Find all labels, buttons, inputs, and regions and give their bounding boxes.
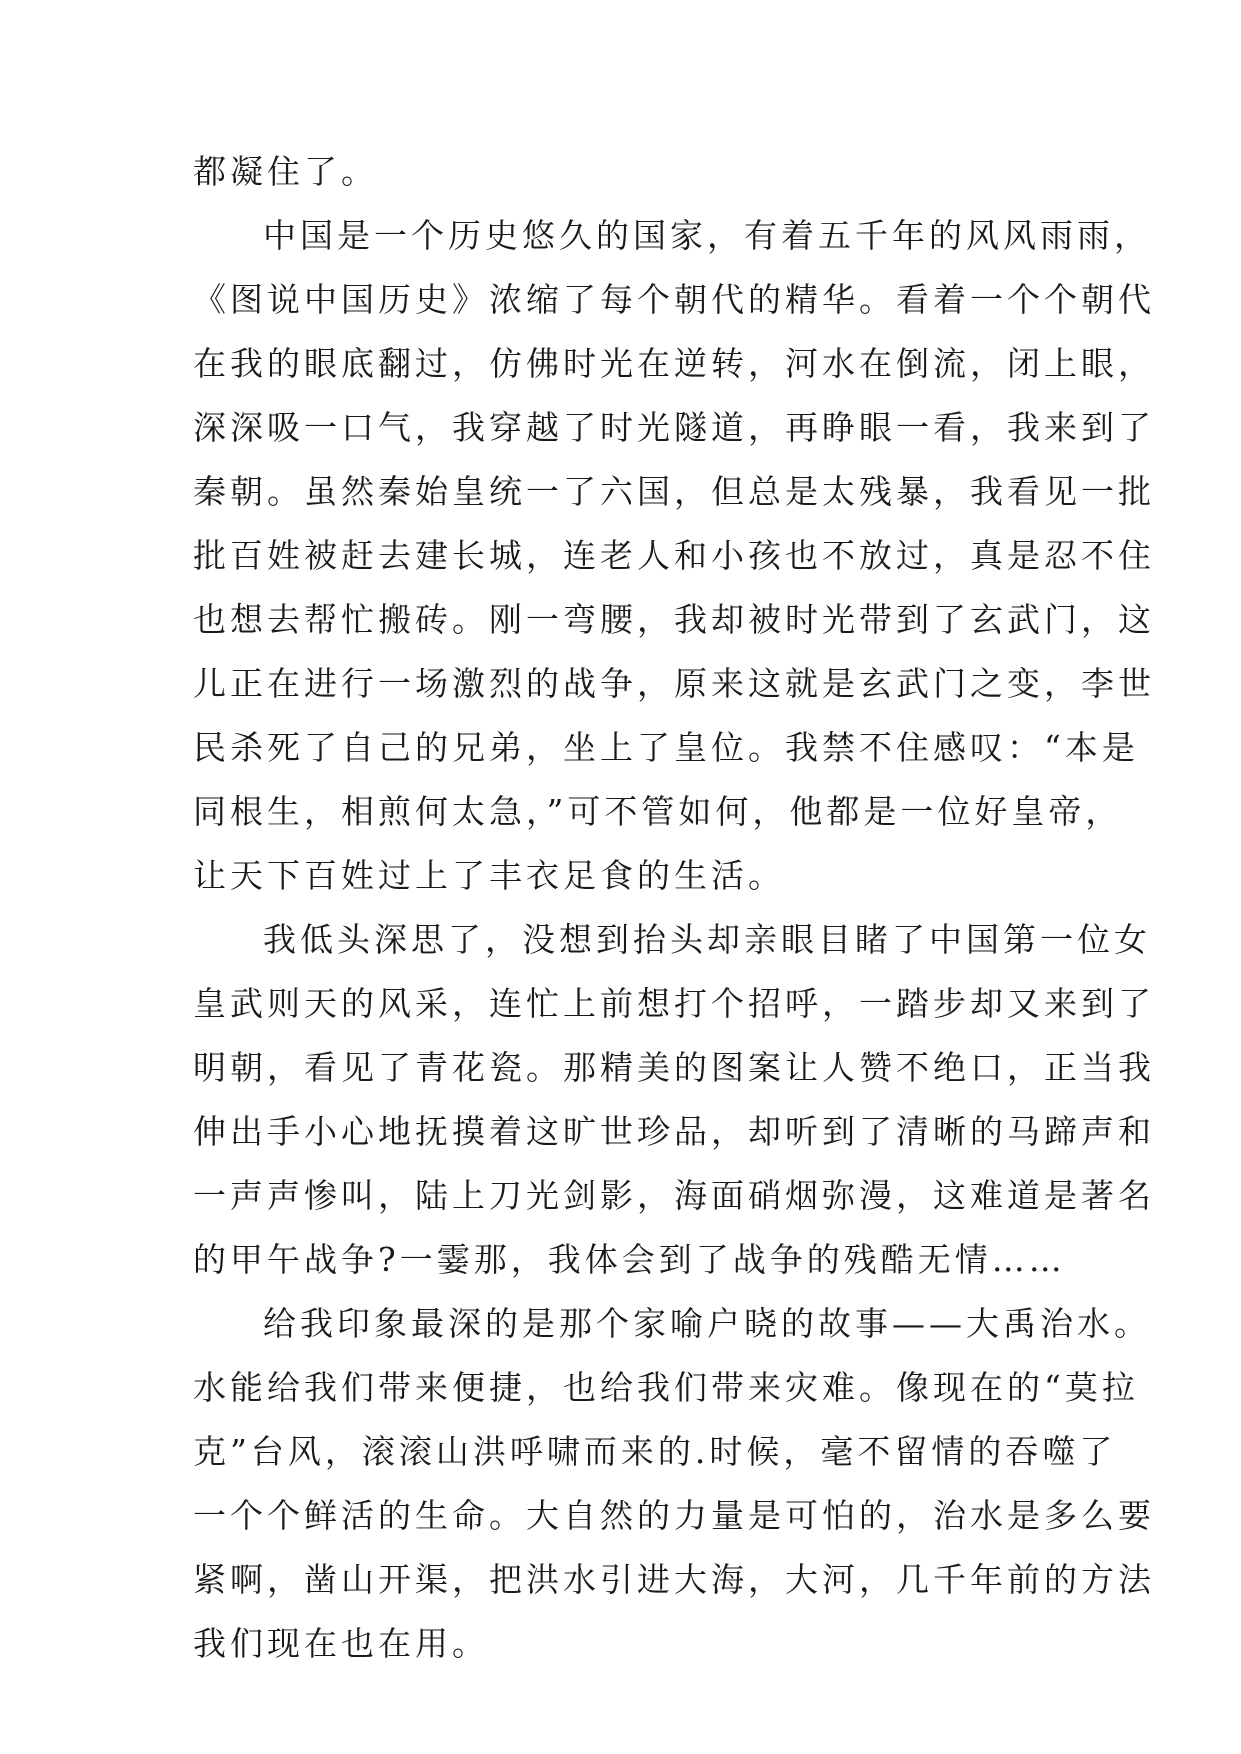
paragraph-start-line: 我低头深思了，没想到抬头却亲眼目睹了中国第一位女 bbox=[263, 920, 1151, 959]
text-line: 《图说中国历史》浓缩了每个朝代的精华。看着一个个朝代 bbox=[193, 280, 1155, 319]
text-line: 秦朝。虽然秦始皇统一了六国，但总是太残暴，我看见一批 bbox=[193, 472, 1155, 511]
text-line: 让天下百姓过上了丰衣足食的生活。 bbox=[193, 856, 785, 895]
text-line: 批百姓被赶去建长城，连老人和小孩也不放过，真是忍不住 bbox=[193, 536, 1155, 575]
text-line: 同根生，相煎何太急，”可不管如何，他都是一位好皇帝， bbox=[193, 792, 1123, 831]
article-body bbox=[193, 140, 1155, 1676]
text-line: 一声声惨叫，陆上刀光剑影，海面硝烟弥漫，这难道是著名 bbox=[193, 1176, 1155, 1215]
text-line: 都凝住了。 bbox=[193, 152, 378, 191]
text-line: 我们现在也在用。 bbox=[193, 1624, 489, 1663]
paragraph-start-line: 给我印象最深的是那个家喻户晓的故事——大禹治水。 bbox=[263, 1304, 1151, 1343]
text-line: 伸出手小心地抚摸着这旷世珍品，却听到了清晰的马蹄声和 bbox=[193, 1112, 1155, 1151]
text-line: 紧啊，凿山开渠，把洪水引进大海，大河，几千年前的方法 bbox=[193, 1560, 1155, 1599]
text-line: 儿正在进行一场激烈的战争，原来这就是玄武门之变，李世 bbox=[193, 664, 1155, 703]
text-line: 皇武则天的风采，连忙上前想打个招呼，一踏步却又来到了 bbox=[193, 984, 1155, 1023]
text-line: 克”台风，滚滚山洪呼啸而来的.时候，毫不留情的吞噬了 bbox=[193, 1432, 1117, 1471]
text-line: 在我的眼底翻过，仿佛时光在逆转，河水在倒流，闭上眼， bbox=[193, 344, 1155, 383]
text-line: 民杀死了自己的兄弟，坐上了皇位。我禁不住感叹：“本是 bbox=[193, 728, 1139, 767]
text-line: 的甲午战争?一霎那，我体会到了战争的残酷无情…… bbox=[193, 1240, 1066, 1279]
text-line: 深深吸一口气，我穿越了时光隧道，再睁眼一看，我来到了 bbox=[193, 408, 1155, 447]
text-line: 一个个鲜活的生命。大自然的力量是可怕的，治水是多么要 bbox=[193, 1496, 1155, 1535]
text-line: 也想去帮忙搬砖。刚一弯腰，我却被时光带到了玄武门，这 bbox=[193, 600, 1155, 639]
text-line: 明朝，看见了青花瓷。那精美的图案让人赞不绝口，正当我 bbox=[193, 1048, 1155, 1087]
text-line: 水能给我们带来便捷，也给我们带来灾难。像现在的“莫拉 bbox=[193, 1368, 1139, 1407]
paragraph-start-line: 中国是一个历史悠久的国家，有着五千年的风风雨雨， bbox=[263, 216, 1151, 255]
